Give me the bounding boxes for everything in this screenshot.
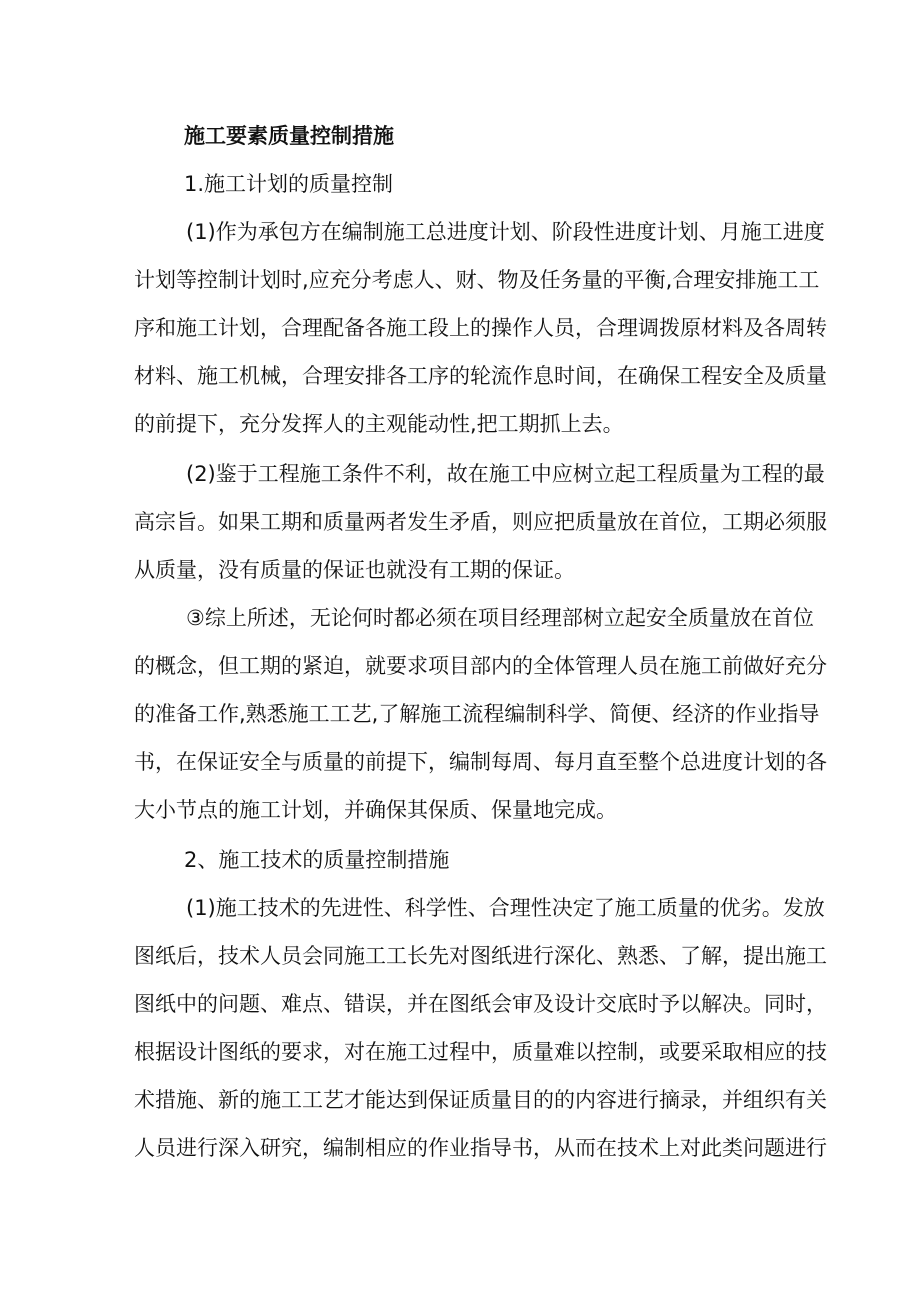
paragraph-2-line-2: 高宗旨。如果工期和质量两者发生矛盾，则应把质量放在首位，工期必须服 (134, 510, 827, 534)
paragraph-1-line-1: (1)作为承包方在编制施工总进度计划、阶段性进度计划、月施工进度 (186, 220, 825, 244)
section-2-heading: 2、施工技术的质量控制措施 (184, 848, 450, 872)
paragraph-1-line-2: 计划等控制计划时,应充分考虑人、财、物及任务量的平衡,合理安排施工工 (134, 268, 820, 292)
document-title: 施工要素质量控制措施 (184, 124, 394, 148)
paragraph-4-line-6: 人员进行深入研究，编制相应的作业指导书，从而在技术上对此类问题进行 (134, 1136, 827, 1160)
paragraph-2-line-3: 从质量，没有质量的保证也就没有工期的保证。 (134, 558, 575, 582)
paragraph-3-line-1: ③综上所述，无论何时都必须在项目经理部树立起安全质量放在首位 (186, 606, 814, 630)
paragraph-3-line-2: 的概念，但工期的紧迫，就要求项目部内的全体管理人员在施工前做好充分 (134, 654, 827, 678)
paragraph-3-line-4: 书，在保证安全与质量的前提下，编制每周、每月直至整个总进度计划的各 (134, 750, 827, 774)
paragraph-3-line-5: 大小节点的施工计划，并确保其保质、保量地完成。 (134, 798, 617, 822)
paragraph-1-line-4: 材料、施工机械，合理安排各工序的轮流作息时间，在确保工程安全及质量 (134, 364, 827, 388)
paragraph-4-line-3: 图纸中的问题、难点、错误，并在图纸会审及设计交底时予以解决。同时， (134, 992, 827, 1016)
paragraph-4-line-1: (1)施工技术的先进性、科学性、合理性决定了施工质量的优劣。发放 (186, 896, 825, 920)
paragraph-4-line-4: 根据设计图纸的要求，对在施工过程中，质量难以控制，或要采取相应的技 (134, 1040, 827, 1064)
section-1-heading: 1.施工计划的质量控制 (184, 172, 394, 196)
paragraph-1-line-5: 的前提下，充分发挥人的主观能动性,把工期抓上去。 (134, 412, 624, 436)
paragraph-3-line-3: 的准备工作,熟悉施工工艺,了解施工流程编制科学、简便、经济的作业指导 (134, 702, 820, 726)
paragraph-2-line-1: (2)鉴于工程施工条件不利，故在施工中应树立起工程质量为工程的最 (186, 462, 825, 486)
paragraph-4-line-5: 术措施、新的施工工艺才能达到保证质量目的的内容进行摘录，并组织有关 (134, 1088, 827, 1112)
paragraph-1-line-3: 序和施工计划，合理配备各施工段上的操作人员，合理调拨原材料及各周转 (134, 316, 827, 340)
paragraph-4-line-2: 图纸后，技术人员会同施工工长先对图纸进行深化、熟悉、了解，提出施工 (134, 944, 827, 968)
